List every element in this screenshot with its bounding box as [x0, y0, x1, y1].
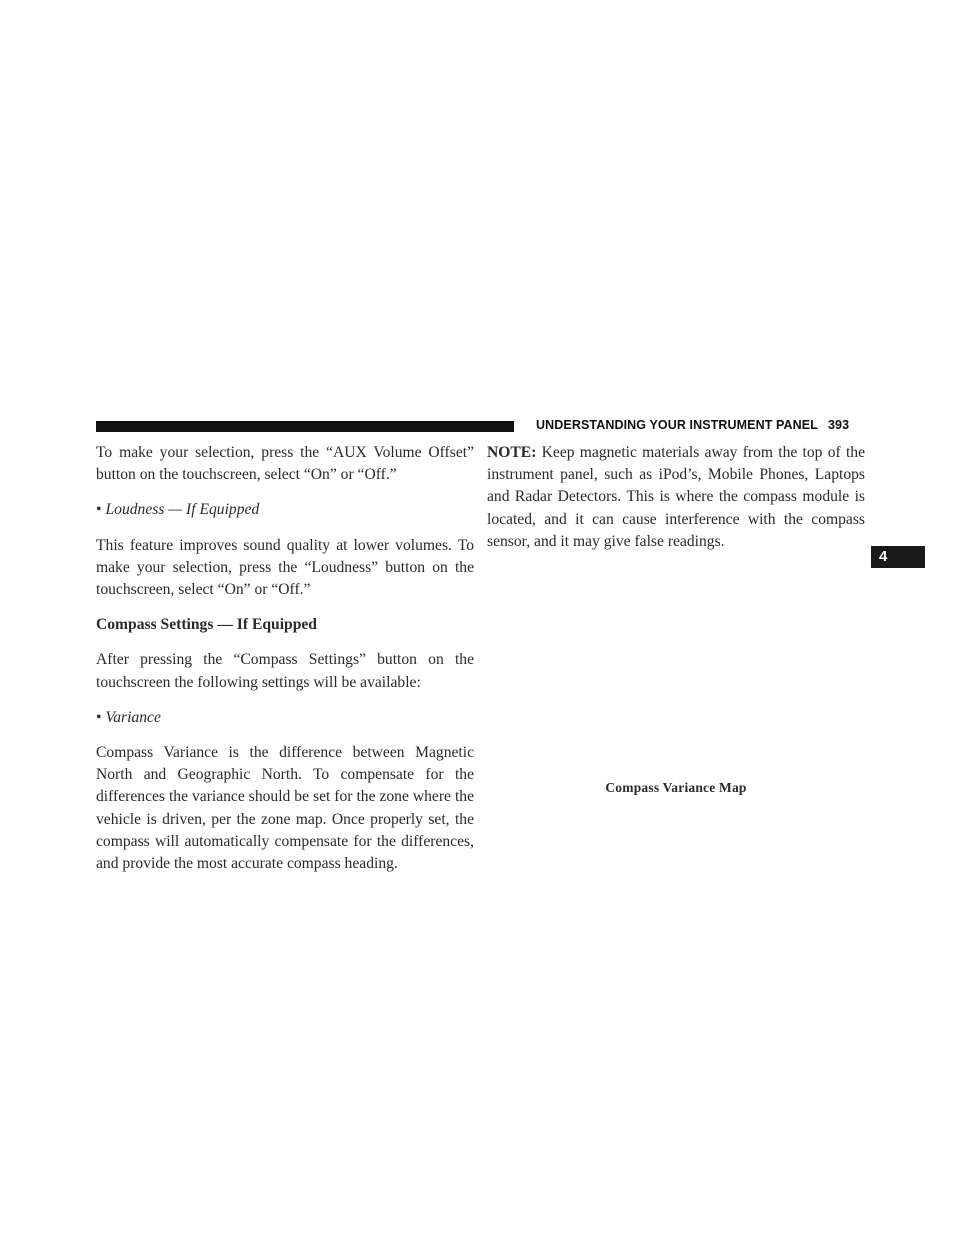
- loudness-bullet-text: Loudness — If Equipped: [105, 501, 260, 519]
- compass-variance-paragraph: Compass Variance is the difference between Magnetic North and Geographic North. To compensate for the differences the variance should be set for the zone where the vehicle is driven, per the zone map. Once properly set, the compass will automatically compensate for the differences, and provide the most accurate compass heading.: [96, 744, 474, 873]
- compass-settings-heading: Compass Settings — If Equipped: [96, 616, 317, 634]
- chapter-tab: 4: [871, 546, 925, 568]
- section-title: UNDERSTANDING YOUR INSTRUMENT PANEL: [536, 418, 818, 432]
- running-header: [536, 418, 849, 432]
- compass-settings-paragraph: After pressing the “Compass Settings” button on the touchscreen the following settings will be available:: [96, 651, 474, 691]
- left-column: [96, 442, 474, 888]
- variance-bullet-text: Variance: [105, 708, 161, 726]
- note-label: NOTE:: [487, 444, 537, 461]
- header-rule-bar: [96, 421, 514, 432]
- aux-volume-paragraph: To make your selection, press the “AUX Volume Offset” button on the touchscreen, select “On” or “Off.”: [96, 444, 474, 484]
- right-column: [487, 442, 865, 566]
- loudness-paragraph: This feature improves sound quality at lower volumes. To make your selection, press the “Loudness” button on the touchscreen, select “On” or “Off.”: [96, 536, 474, 599]
- note-text: Keep magnetic materials away from the top of the instrument panel, such as iPod’s, Mobile Phones, Laptops and Radar Detectors. This is where the compass module is located, and it can cause interference with the compass sensor, and it may give false readings.: [487, 444, 865, 550]
- bullet-glyph: •: [96, 501, 102, 519]
- bullet-glyph: •: [96, 708, 102, 726]
- variance-bullet: [96, 707, 474, 729]
- loudness-bullet: [96, 499, 474, 521]
- page-number: 393: [827, 418, 850, 432]
- figure-caption: Compass Variance Map: [605, 780, 747, 795]
- note-paragraph: [487, 442, 865, 553]
